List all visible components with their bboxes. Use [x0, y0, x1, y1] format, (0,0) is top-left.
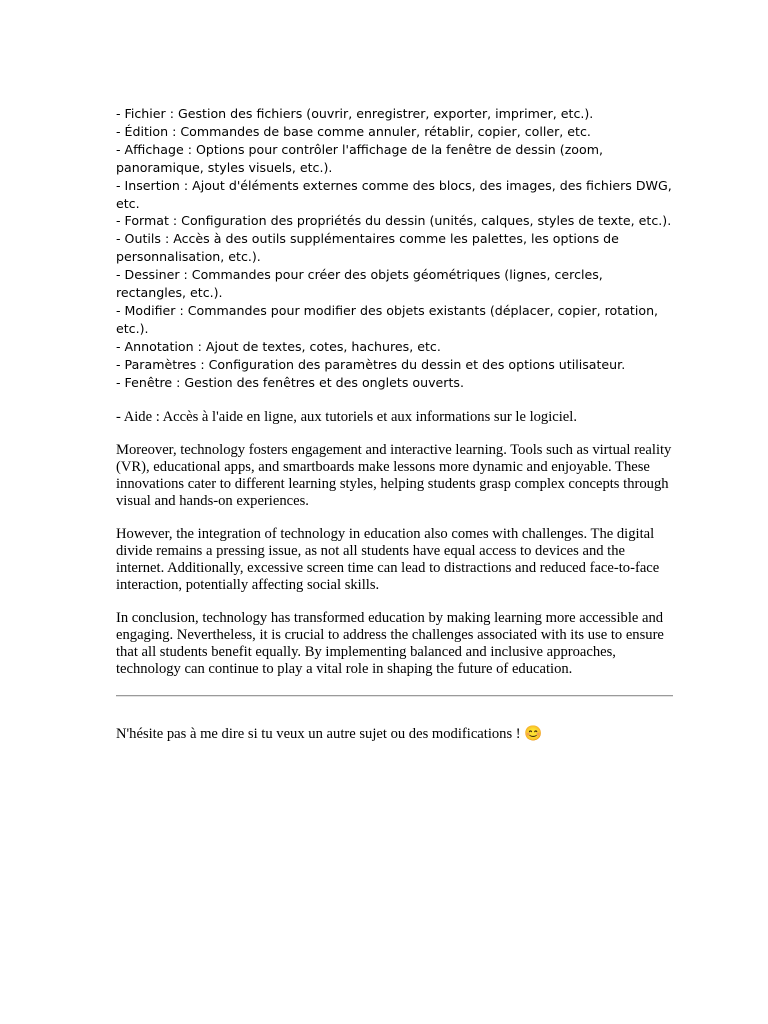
list-item: - Outils : Accès à des outils supplémentaires comme les palettes, les options de personnalisation, etc.). [116, 231, 619, 265]
list-item: - Fenêtre : Gestion des fenêtres et des onglets ouverts. [116, 374, 464, 390]
list-item: - Affichage : Options pour contrôler l'affichage de la fenêtre de dessin (zoom, panoramique, styles visuels, etc.). [116, 141, 603, 175]
horizontal-divider [116, 695, 673, 697]
list-item: - Format : Configuration des propriétés du dessin (unités, calques, styles de texte, etc.). [116, 213, 672, 229]
list-item: - Modifier : Commandes pour modifier des objets existants (déplacer, copier, rotation, etc.). [116, 302, 659, 336]
document-body [116, 105, 676, 743]
list-item: - Insertion : Ajout d'éléments externes comme des blocs, des images, des fichiers DWG, etc. [116, 177, 672, 211]
list-item: - Paramètres : Configuration des paramètres du dessin et des options utilisateur. [116, 356, 626, 372]
paragraph-engagement: Moreover, technology fosters engagement and interactive learning. Tools such as virtual reality (VR), educational apps, and smartboards make lessons more dynamic and enjoyable. These innovations cater to different learning styles, helping students grasp complex concepts through visual and hands-on experiences. [116, 441, 672, 509]
menu-description-list [116, 105, 676, 392]
list-item: - Édition : Commandes de base comme annuler, rétablir, copier, coller, etc. [116, 123, 591, 139]
help-menu-line: - Aide : Accès à l'aide en ligne, aux tutoriels et aux informations sur le logiciel. [116, 408, 577, 425]
paragraph-challenges: However, the integration of technology in education also comes with challenges. The digital divide remains a pressing issue, as not all students have equal access to devices and the internet. Additionally, excessive screen time can lead to distractions and reduced face-to-face interaction, potentially affecting social skills. [116, 525, 660, 593]
list-item: - Fichier : Gestion des fichiers (ouvrir, enregistrer, exporter, imprimer, etc.). [116, 106, 594, 121]
closing-message: N'hésite pas à me dire si tu veux un autre sujet ou des modifications ! 😊 [116, 725, 543, 742]
list-item: - Dessiner : Commandes pour créer des objets géométriques (lignes, cercles, rectangles, etc.). [116, 267, 603, 301]
list-item: - Annotation : Ajout de textes, cotes, hachures, etc. [116, 338, 441, 354]
paragraph-conclusion: In conclusion, technology has transformed education by making learning more accessible and engaging. Nevertheless, it is crucial to address the challenges associated with its use to ensure that all students benefit equally. By implementing balanced and inclusive approaches, technology can continue to play a vital role in shaping the future of education. [116, 609, 664, 677]
